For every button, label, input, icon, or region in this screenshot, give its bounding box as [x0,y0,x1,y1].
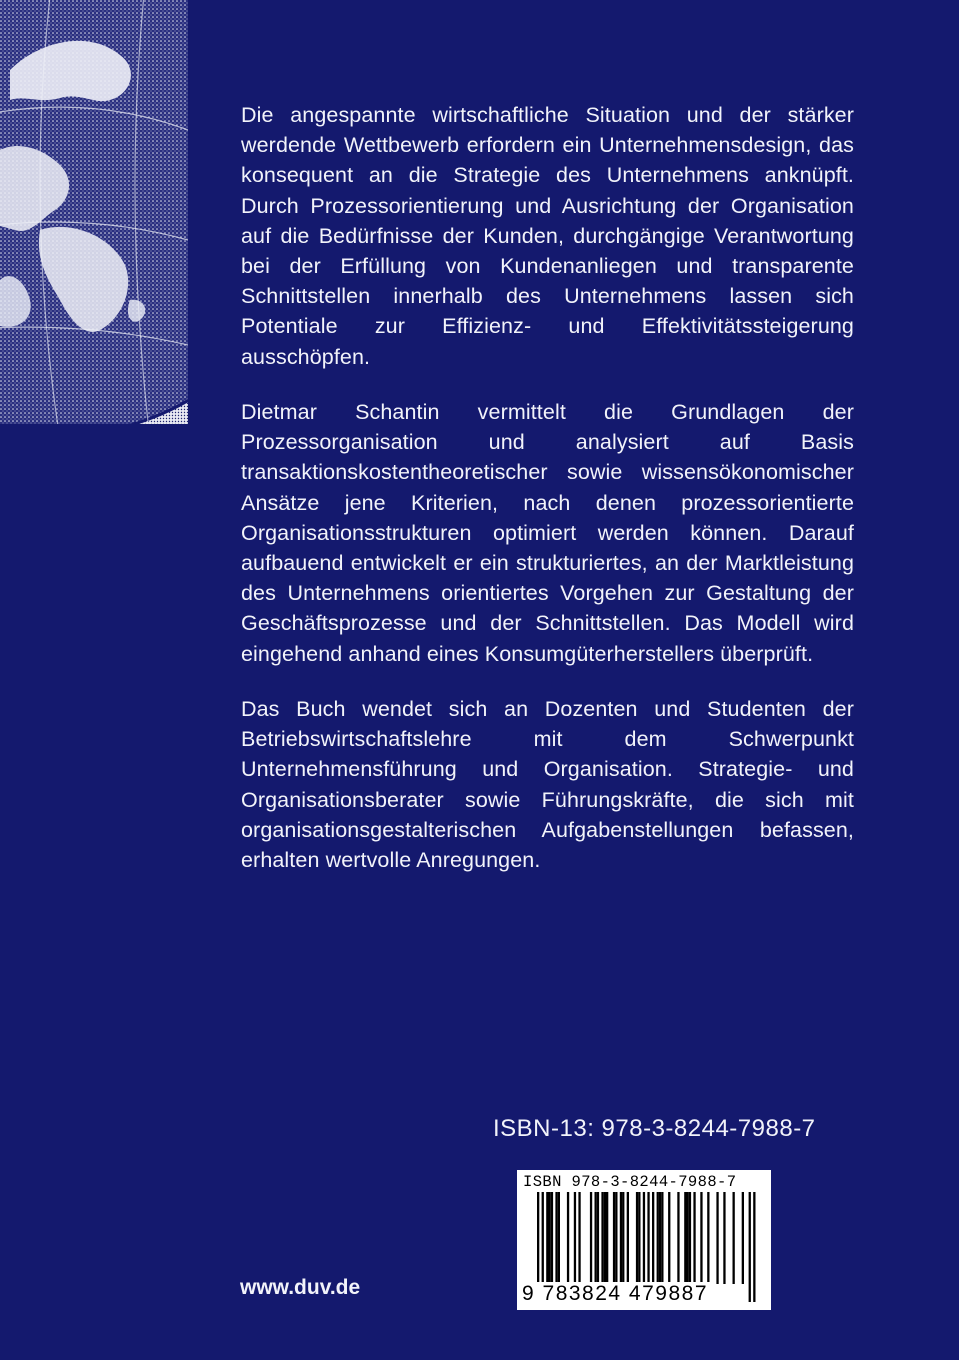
barcode-bar [615,1192,617,1284]
barcode-bar [574,1192,576,1284]
barcode-bar [597,1192,599,1284]
barcode-bar [733,1192,735,1284]
barcode-bar [716,1192,718,1284]
barcode-bar [700,1192,702,1284]
barcode-bar [613,1192,615,1284]
barcode-bar [601,1192,603,1284]
barcode-bar [546,1192,548,1284]
barcode-bar [742,1192,744,1284]
barcode-bar [693,1192,695,1284]
barcode-bar [636,1192,638,1284]
barcode-bar [661,1192,663,1284]
barcode-bar [659,1192,661,1284]
isbn-label: ISBN-13: 978-3-8244-7988-7 [493,1115,816,1142]
barcode-bar [723,1192,725,1284]
barcode-digits: 9 783824 479887 [522,1282,708,1305]
barcode-isbn-text: ISBN 978-3-8244-7988-7 [523,1173,737,1191]
barcode-bar [657,1192,659,1284]
barcode-bar [668,1192,670,1284]
barcode-bar [551,1192,553,1284]
barcode-bar [549,1192,551,1284]
audience-paragraph: Das Buch wendet sich an Dozenten und Studenten der Betriebswirtschaftslehre mit dem Schwerpunkt Unternehmensführung und Organisation. Strategie- und Organisationsberater sowie Führungskräfte, die sich mit organisationsgestalterischen Aufgabenstellungen befassen, erhalten wertvolle Anregungen. [241,697,854,873]
barcode-bar [558,1192,560,1284]
barcode-bar [620,1192,622,1284]
barcode-bar [578,1192,580,1284]
barcode-bar [652,1192,654,1284]
barcode-bar [677,1192,679,1284]
barcode-bar [749,1192,751,1302]
barcode-bar [555,1192,557,1284]
barcode-bar [567,1192,569,1284]
barcode-bar [622,1192,624,1284]
barcode [517,1170,771,1310]
globe-illustration [0,0,188,424]
barcode-bar [753,1192,755,1302]
barcode-bar [687,1192,689,1284]
barcode-bar [684,1192,686,1284]
publisher-website: www.duv.de [240,1276,361,1299]
barcode-bar [707,1192,709,1284]
barcode-bar [689,1192,691,1284]
barcode-bar [604,1192,606,1284]
barcode-bar [595,1192,597,1284]
globe-icon [0,0,188,424]
author-paragraph: Dietmar Schantin vermittelt die Grundlagen der Prozessorganisation und analysiert auf Basis transaktionskostentheoretischer sowie wissensökonomischer Ansätze jene Kriterien, nach denen prozessorientierte Organisationsstrukturen optimiert werden können. Darauf aufbauend entwickelt er ein strukturiertes, an der Marktleistung des Unternehmens orientiertes Vorgehen zur Gestaltung der Geschäftsprozesse und der Schnittstellen. Das Modell wird eingehend anhand eines Konsumgüterherstellers überprüft. [241,400,854,666]
description-paragraph-1: Die angespannte wirtschaftliche Situation und der stärker werdende Wettbewerb erfordern ein Unternehmensdesign, das konsequent an die Strategie des Unternehmens anknüpft. Durch Prozessorientierung und Ausrichtung der Organisation auf die Bedürfnisse der Kunden, durchgängige Verantwortung bei der Erfüllung von Kundenanliegen und transparente Schnittstellen innerhalb des Unternehmens lassen sich Potentiale zur Effizienz- und Effektivitätssteigerung ausschöpfen. [241,103,854,369]
barcode-bar [638,1192,640,1284]
barcode-bar [606,1192,608,1284]
barcode-bar [590,1192,592,1284]
barcode-bar [627,1192,629,1284]
